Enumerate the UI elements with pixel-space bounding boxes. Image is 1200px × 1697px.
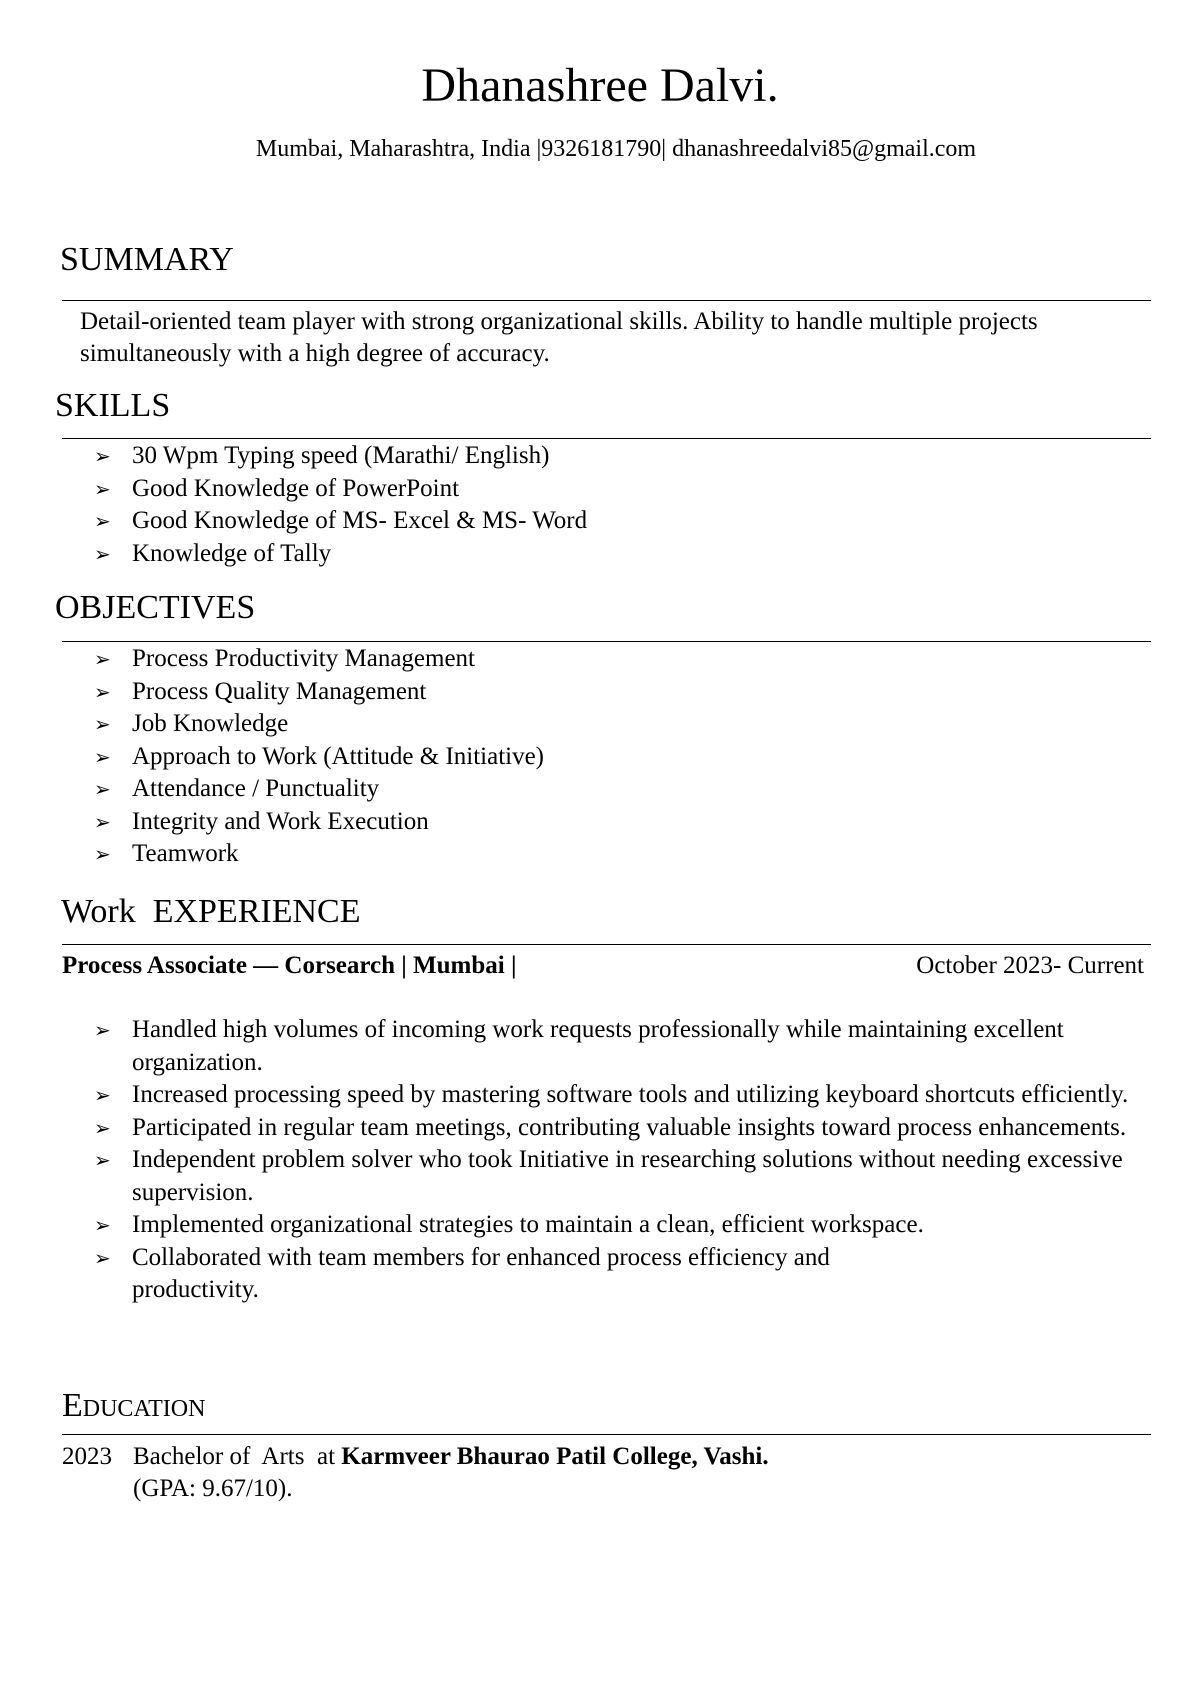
education-gpa: (GPA: 9.67/10). — [133, 1475, 293, 1502]
arrowhead-bullet-icon: ➢ — [94, 679, 111, 704]
experience-item: ➢ Participated in regular team meetings, contributing valuable insights toward process enhancements. — [94, 1112, 1154, 1145]
experience-divider — [62, 944, 1151, 945]
objective-item: ➢ Job Knowledge — [94, 708, 1144, 741]
arrowhead-bullet-icon: ➢ — [94, 476, 111, 501]
skills-divider — [62, 438, 1151, 439]
arrowhead-bullet-icon: ➢ — [94, 777, 111, 801]
education-heading: Education — [62, 1387, 206, 1424]
summary-divider — [62, 300, 1151, 301]
skill-item: ➢ Knowledge of Tally — [94, 538, 1144, 571]
contact-line: Mumbai, Maharashtra, India |9326181790| dhanashreedalvi85@gmail.com — [255, 136, 977, 162]
objective-item: ➢ Teamwork — [94, 838, 1144, 871]
experience-item: ➢ Independent problem solver who took Initiative in researching solutions without needing excessive supervision. — [94, 1146, 1123, 1206]
skills-list — [94, 440, 1144, 570]
objective-item: ➢ Integrity and Work Execution — [94, 806, 1144, 839]
job-role: Process Associate — Corsearch | Mumbai | — [62, 952, 517, 979]
objectives-list — [94, 643, 1144, 871]
arrowhead-bullet-icon: ➢ — [94, 509, 111, 533]
candidate-name: Dhanashree Dalvi. — [421, 59, 779, 112]
arrowhead-bullet-icon: ➢ — [94, 1018, 111, 1042]
objective-item: ➢ Process Productivity Management — [94, 643, 1144, 676]
arrowhead-bullet-icon: ➢ — [94, 647, 111, 671]
education-divider — [62, 1434, 1151, 1435]
arrowhead-bullet-icon: ➢ — [94, 1245, 111, 1270]
education-degree: Bachelor of Arts at — [133, 1443, 336, 1470]
skills-heading: SKILLS — [55, 387, 171, 424]
skill-item: ➢ Good Knowledge of MS- Excel & MS- Word — [94, 505, 1144, 538]
education-year: 2023 — [62, 1443, 112, 1470]
objectives-divider — [62, 641, 1151, 642]
experience-list — [94, 1014, 1154, 1307]
objective-item: ➢ Process Quality Management — [94, 676, 1144, 709]
arrowhead-bullet-icon: ➢ — [94, 444, 111, 468]
experience-item: ➢ Increased processing speed by mastering software tools and utilizing keyboard shortcuts efficiently. — [94, 1079, 1154, 1112]
objectives-heading: OBJECTIVES — [55, 589, 256, 626]
summary-text: Detail-oriented team player with strong organizational skills. Ability to handle multiple projects simultaneously with a high degree of accuracy. — [80, 308, 1038, 367]
arrowhead-bullet-icon: ➢ — [94, 1213, 111, 1237]
experience-item: ➢ Implemented organizational strategies to maintain a clean, efficient workspace. — [94, 1209, 1154, 1242]
job-dates: October 2023- Current — [916, 952, 1144, 979]
objective-item: ➢ Attendance / Punctuality — [94, 773, 1144, 806]
arrowhead-bullet-icon: ➢ — [94, 744, 111, 769]
arrowhead-bullet-icon: ➢ — [94, 842, 111, 866]
arrowhead-bullet-icon: ➢ — [94, 1083, 111, 1107]
arrowhead-bullet-icon: ➢ — [94, 1115, 111, 1140]
objective-item: ➢ Approach to Work (Attitude & Initiative) — [94, 741, 1144, 774]
experience-item: ➢ Collaborated with team members for enhanced process efficiency and productivity. — [94, 1243, 830, 1303]
skill-item: ➢ Good Knowledge of PowerPoint — [94, 473, 1144, 506]
education-details — [133, 1441, 1033, 1505]
summary-heading: SUMMARY — [60, 241, 234, 278]
arrowhead-bullet-icon: ➢ — [94, 809, 111, 834]
arrowhead-bullet-icon: ➢ — [94, 1148, 111, 1172]
experience-heading: Work EXPERIENCE — [61, 893, 361, 930]
arrowhead-bullet-icon: ➢ — [94, 712, 111, 736]
experience-item: ➢ Handled high volumes of incoming work requests professionally while maintaining excellent organization. — [94, 1016, 1064, 1076]
arrowhead-bullet-icon: ➢ — [94, 541, 111, 566]
skill-item: ➢ 30 Wpm Typing speed (Marathi/ English) — [94, 440, 1144, 473]
education-college: Karmveer Bhaurao Patil College, Vashi. — [341, 1443, 769, 1470]
job-header — [62, 950, 1144, 982]
